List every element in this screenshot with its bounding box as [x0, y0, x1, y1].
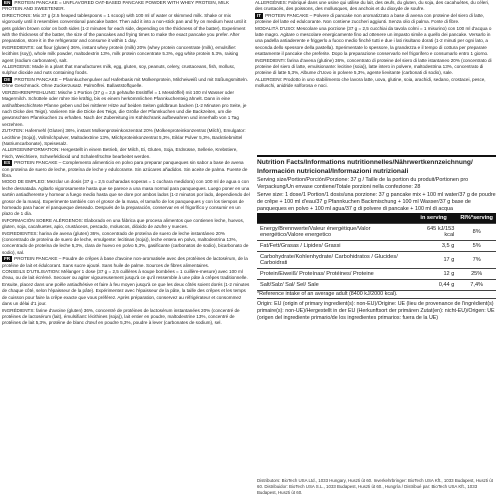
paragraph-text: ALLERGÈNES: Fabriqué dans une usine qui utilise du lait, des œufs, du gluten, du soja, des cacahuètes, du céleri, des crustacés, des poissons, des mollusques, des anchois et du dioxyde de soufre.: [255, 0, 490, 12]
origin-text: Origin: EU (origin of primary ingredient(s): non-EU)/Origine: UE (lieu de provenance de l'ingrédient(s) primaire(s): non-UE)/Hergestellt in der EU (Herkunftsort der primären Zutat(en): nicht-EU)/Origen: UE (origen del ingrediente primario/de los ingredientes primarios: fuera de la UE): [257, 298, 496, 322]
table-row: [257, 280, 496, 291]
paragraph-text: INGREDIENTS: oat flour (gluten) 36%, instant whey protein (milk) 20% (whey protein concentrate (milk), emulsifier: lecithins (soy)), whole milk powder, maltodextrin 13%, milk protein concentrate 5.3%, egg white protein 5.3%, raising agent (sodium carbonates), salt.: [2, 44, 239, 63]
right-column: [255, 0, 496, 90]
paragraph-text: ALLERGENI: Prodotto in uno stabilimento che lavora latte, uova, glutine, soia, arachidi, sedano, crostacei, pesce, molluschi, anidride solforosa e noci.: [255, 76, 486, 89]
label-paragraph: [2, 179, 250, 217]
label-paragraph: [2, 77, 250, 90]
left-column: [2, 0, 250, 327]
table-header-row: [257, 213, 496, 224]
paragraph-text: INGREDIENTES: harina de avena (gluten) 36%, concentrado de proteína de suero de leche instantáneo 20% (concentrado de proteína de suero de leche, emulgente: lecitinas (soja)), leche entera en polvo, maltodextrina 13%, concentrado de proteína de leche 5,3%, clara de huevo en polvo 5,3%, gasificante (carbonatos de sodio), bicarbonato de sodio), sal.: [2, 230, 249, 255]
label-paragraph: [2, 308, 250, 327]
nutrient-col-header: [257, 213, 417, 224]
nutrient-ri-cell: 7,4%: [457, 280, 496, 291]
label-paragraph: [2, 90, 250, 128]
nutrient-ri-cell: 5%: [457, 241, 496, 252]
serve-size-line: Serve size: 1 dose/1 Portion/1 dosis/una porzione: 37 g pancake mix + 100 ml water/37 g de poudre de crêpe + 100 ml d'eau/37 g Pfannkuchen Backmischung + 100 ml Wasser/37 g base de panqueques en polvo + 100 ml agua/37 g di polvere di pancake + 100 ml di acqua: [257, 191, 496, 212]
nutrient-label-cell: Carbohydrate/Kohlenhydrate/ Carbohidratos / Glucides/ Carboidrati: [257, 252, 417, 269]
label-paragraph: [2, 128, 250, 147]
paragraph-text: MODO DE EMPLEO: Mezclar un dosis (37 g = 2,5 cucharadas soperas = 1 cuchara medidora) con 100 ml de agua o con leche desnatada. Agitarlo vigorosamente hasta que se parece a una masa normal para panqueques. Luego poner en una sartén antiadherente y hornear a fuego medio hasta que se dore por ambos lados (1-2 minutos por lado, dependiendo del grosor de la masa). Experimente también con el grosor de la masa, el tamaño de los panqueques y con los tiempos de horneado para hacer el panqueque deseado. Después de la preparación, conservar en el frigorífico y consumir en un plazo de 1 día.: [2, 179, 250, 217]
paragraph-text: INGRÉDIENTS: farine d'avoine (gluten) 36%, concentré de protéines de lactosérum instantanées 20% (concentré de protéines de lactosérum (lait), émulsifiant: lécithines (soja)), lait entier en poudre, maltodextrine 13%, concentré de protéines de lait 5,3%, protéine de blanc d'œuf en poudre 5,3%, poudre à lever (carbonates de sodium), sel.: [2, 307, 240, 326]
table-row: [257, 252, 496, 269]
paragraph-text: PROTEIN PANCAKE = UNFLAVORED OAT-BASED PANCAKE POWDER WITH WHEY PROTEIN, MILK PROTEIN AND SWEETENER.: [2, 0, 230, 12]
paragraph-text: VERZEHRENPFEHLUNG: Mische 1 Portion (37 g = 2,5 gehäufte Esslöffel = 1 Messlöffel) mit 100 ml Wasser oder Magermilch. Schüttele oder rühre Sie kräftig, bis es einem herkömmlichen Pfannkuchenteig ähnelt. Dann in eine antihaftbeschichtete Pfanne geben und bei mittlerer Hitze auf beiden Seiten goldbraun backen (1-2 Minuten pro Seite, je nach Dicke des Teigs). Variieren Sie die Dicke des Teigs, die Größe der Pfannkuchen und die Backzeiten, um die gewünschten Pfannkuchen zu erhalten. Nach der Zubereitung im Kühlschrank aufbewahren und innerhalb von 1 Tag verzehren.: [2, 89, 247, 127]
paragraph-text: INFORMACIÓN SOBRE ALÉRGENOS: Elaborado en una fábrica que procesa alimentos que contienen leche, huevos, gluten, soja, cacahuetes, apio, crustáceos, pescado, moluscos, dióxido de azufre y nueces.: [2, 217, 245, 230]
paragraph-text: CONSEILS D'UTILISATION: Mélanger 1 dose (37 g = 2,5 cuillères à soupe bombées = 1 cuillère-mesure) avec 100 ml d'eau, ou de lait écrémé. Secouer ou agiter vigoureusement jusqu'à ce qu'il ressemble à une pâte à crêpes traditionnelle. Ensuite, placez dans une poêle antiadhésive et faire à feu moyen jusqu'à ce que les deux côtés soient dorés (1-2 minutes de chaque côté, selon l'épaisseur de la pâte). Expérimentez avec l'épaisseur de la pâte, la taille des crêpes et les temps de cuisson pour faire la crêpe exacte que vous préférez. Après préparation, conservez au réfrigérateur et consommez dans un délai d'1 jour.: [2, 269, 250, 307]
nutrient-val-cell: 645 kJ/153 kcal: [417, 224, 457, 241]
paragraph-text: MODALITÀ D'USO: Mescolare una porzione (37 g = 2,5 cucchiai da tavola colmi = 1 misurino) con 100 ml d'acqua o latte magro. Agitare o mescolare energicamente fino ad ottenere un impasto simile a quello dei pancake. Versarlo in una padella antiaderente e friggerlo a fuoco medio finché tutti e due i lati risultano dorati (1-2 minuti per ogni lato, a seconda dello spessore della pastella). Sperimentate lo spessore, la grandezza e il tempo di cottura per preparare esattamente il pancake che preferite. Dopo la preparazione conservarlo nel frigorifero e consumarlo entro 1 giorno.: [255, 25, 492, 57]
nutrition-table: [257, 213, 496, 291]
label-paragraph: [255, 58, 496, 77]
nutrient-val-cell: 17 g: [417, 252, 457, 269]
label-paragraph: [2, 231, 250, 257]
paragraph-text: ZUTATEN: Hafermehl (Gluten) 36%, instant Molkenproteinkonzentrat 20% (Molkenproteinkonzentrat (Milch), Emulgator: Lecithine (Soja)), Vollmilchpulver, Maltodextrine 13%, Milchproteinkonzentrat 5,3%, Eiklar Pulver 5,3%, Backtriebmittel (Natriumcarbonate), Speisesalz.: [2, 128, 246, 146]
nutrient-val-cell: 3,5 g: [417, 241, 457, 252]
label-paragraph: [2, 45, 250, 64]
paragraph-text: INGREDIENTI: farina d'avena (glutine) 36%, concentrato di proteine del siero di latte istantaneo 20% (concentrato di proteine del siero di latte, emulsionante: lecitine (soia)), latte intero in polvere, maltodestrina 13%, concentrato di proteine di latte 5,3%, Albume d'Uovo in polvere 5,3%, agente lievitante (carbonati di sodio), sale.: [255, 57, 492, 76]
label-paragraph: [255, 26, 496, 58]
serving-size-line: Serving size/Portion/Porción/Porzione: 37 g / Taille de la portion du produit/Portionen pro Verpackung/Un envase contiene/Totale porzioni nella confezione: 28: [257, 177, 469, 191]
label-paragraph: [2, 269, 250, 307]
label-paragraph: [2, 0, 250, 13]
label-paragraph: [255, 13, 496, 26]
paragraph-text: ALLERGENINFORMATION: Hergestellt in einem Betrieb, der Milch, Ei, Gluten, Soja, Erdnüsse, Sellerie, Krebstiere, Fisch, Weichtiere, Schwefeldioxid und Schalenfrüchte bearbeitet werden.: [2, 147, 238, 159]
distributor-text: Distributors: BioTech USA Ltd., 1033 Hungary, Huszti út 60. Inverkehrbringer: BioTech USA Kft., 1033 Budapest, Huszti út 60. Distribuidor: BioTech USA S.L., 1033 Budapest, Huszti út 60., Hungría / Distribué par: BioTech USA Kft., 1033 Budapest, Huszti út 60.: [257, 478, 493, 495]
language-tag: DE: [4, 76, 11, 82]
nutrient-val-cell: 12 g: [417, 269, 457, 280]
nutrient-label-cell: Energy/Brennwerte/Valeur énergétique/Valor energético/Valore energetico: [257, 224, 417, 241]
paragraph-text: PROTEIN PANCAKE – Polvere di pancake non aromatizzato a base di avena con proteine del siero di latte, proteine del latte ed edulcorante. Non contiene zuccheri aggiunti. Senza olio di palma. Fonte di fibre.: [255, 12, 485, 25]
paragraph-text: PROTEIN PANCAKE – Pfannkuchenpulver auf Haferbasis mit Molkenprotein, Milcheiweiß und mit Süßungsmitteln. Ohne Geschmack. Ohne Zuckerzusatz. Palmölfrei. Ballaststoffquelle.: [2, 76, 248, 89]
ri-note: *Reference intake of an average adult (8400 kJ/2000 kcal).: [257, 291, 398, 298]
table-row: [257, 241, 496, 252]
in-serving-header: in serving: [417, 213, 457, 224]
label-paragraph: [2, 64, 250, 77]
table-row: [257, 224, 496, 241]
language-tag: IT: [257, 12, 262, 18]
ri-header: RI%*serving: [457, 213, 496, 224]
nutrient-label-cell: Fat/Fett/Grasas / Lipides/ Grassi: [257, 241, 417, 252]
language-tag: EN: [4, 0, 11, 5]
label-paragraph: [2, 218, 250, 231]
paragraph-text: DIRECTIONS: Mix 37 g (2.5 heaped tablespoons = 1 scoop) with 100 ml of water or skimmed milk. Shake or mix vigorously until it resembles conventional pancake batter. Then add it into a non-stick pan and fry on medium heat until it gets golden brown color on both sides (1-2 minutes for each side, depending on the thickness of the batter). Experiment with the thickness of the batter, the size of the pancakes and frying times to make the exact pancake you prefer. After preparation, store it in the refrigerator and consume it within 1 day.: [2, 12, 247, 44]
paragraph-text: PROTEIN PANCAKE – Poudre de crêpes à base d'avoine non-aromatisée avec des protéines de lactosérum, de la protéine de lait et édulcorant. Sans sucre ajouté. Sans huile de palme. Sources de fibres alimentaires.: [2, 256, 248, 268]
label-paragraph: [2, 160, 250, 179]
paragraph-text: ALLERGENS: Made in a plant that manufactures milk, egg, gluten, soy, peanuts, celery, crustaceans, fish, mollusc, sulphur dioxide and nuts containing foods.: [2, 64, 236, 76]
language-tag: FR: [4, 256, 11, 262]
language-tag: ES: [4, 160, 11, 166]
table-row: [257, 269, 496, 280]
nutrition-title: Nutrition Facts/Informations nutritionnelles/Nährwertkennzeichnung/ Información nutricional/Informazioni nutrizionali: [257, 159, 473, 175]
nutrient-ri-cell: 7%: [457, 252, 496, 269]
label-paragraph: [255, 0, 496, 13]
label-paragraph: [255, 77, 496, 90]
nutrient-ri-cell: 25%: [457, 269, 496, 280]
label-paragraph: [2, 13, 250, 45]
label-paragraph: [2, 256, 250, 269]
nutrient-ri-cell: 8%: [457, 224, 496, 241]
nutrition-facts-panel: [257, 155, 496, 322]
paragraph-text: PROTEIN PANCAKE – Complemento alimenticio en polvo para preparar panqueques sin sabor a base de avena con proteína de suero de leche, proteína de leche y edulcorante. Sin azúcares añadidos. Sin aceite de palma. Fuente de fibra.: [2, 160, 248, 178]
nutrient-val-cell: 0,44 g: [417, 280, 457, 291]
nutrient-label-cell: Protein/Eiweiß/ Proteínas/ Protéines/ Proteine: [257, 269, 417, 280]
nutrient-label-cell: Salt/Salz/ Sal/ Sel/ Sale: [257, 280, 417, 291]
label-paragraph: [2, 147, 250, 160]
